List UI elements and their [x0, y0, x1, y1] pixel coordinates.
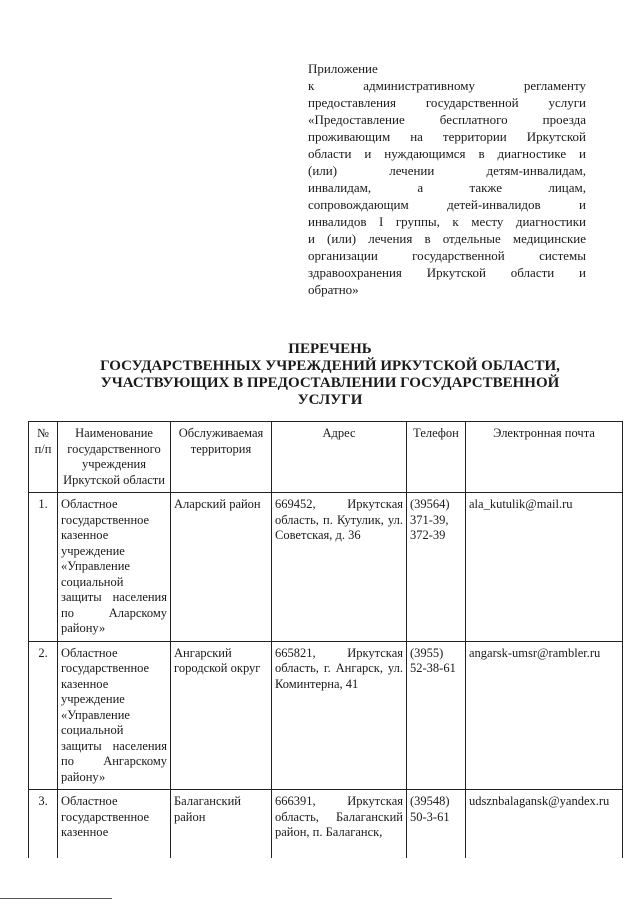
document-title	[60, 341, 600, 409]
cell-territory: Ангарский городской округ	[171, 641, 272, 790]
cell-num: 3.	[29, 790, 58, 859]
cell-phone: (3955) 52-38-61	[407, 641, 466, 790]
cell-phone: (39564) 371-39, 372-39	[407, 493, 466, 642]
appendix-line: к административному регламенту	[308, 78, 586, 93]
title-line-4: УСЛУГИ	[297, 392, 363, 408]
table-row	[29, 641, 623, 790]
appendix-line: «Предоставление бесплатного проезда	[308, 112, 586, 127]
cell-email: angarsk-umsr@rambler.ru	[466, 641, 623, 790]
appendix-block	[308, 60, 586, 298]
appendix-line: инвалидам, а также лицам,	[308, 180, 586, 195]
cell-phone: (39548) 50-3-61	[407, 790, 466, 859]
footnote-divider	[0, 898, 112, 899]
appendix-line: сопровождающим детей-инвалидов и	[308, 197, 586, 212]
cell-num: 1.	[29, 493, 58, 642]
header-num: № п/п	[29, 422, 58, 493]
cell-name: Областное государственное казенное учреждение «Управление социальной защиты населения по Ангарскому району»	[58, 641, 171, 790]
cell-address: 666391, Иркутская область, Балаганский район, п. Балаганск,	[272, 790, 407, 859]
appendix-line: организации государственной системы	[308, 248, 586, 263]
appendix-line: обратно»	[308, 282, 359, 297]
appendix-line: Приложение	[308, 61, 378, 76]
title-line-2: ГОСУДАРСТВЕННЫХ УЧРЕЖДЕНИЙ ИРКУТСКОЙ ОБЛАСТИ,	[100, 358, 560, 374]
cell-name: Областное государственное казенное учреждение «Управление социальной защиты населения по Аларскому району»	[58, 493, 171, 642]
cell-territory: Балаганский район	[171, 790, 272, 859]
appendix-line: предоставления государственной услуги	[308, 95, 586, 110]
appendix-line: (или) лечении детям-инвалидам,	[308, 163, 586, 178]
cell-address: 665821, Иркутская область, г. Ангарск, ул. Коминтерна, 41	[272, 641, 407, 790]
appendix-line: и (или) лечения в отдельные медицинские	[308, 231, 586, 246]
table-row	[29, 790, 623, 859]
header-address: Адрес	[272, 422, 407, 493]
header-name: Наименование государственного учреждения Иркутской области	[58, 422, 171, 493]
institutions-table	[28, 421, 623, 858]
appendix-line: инвалидов I группы, к месту диагностики	[308, 214, 586, 229]
table-row	[29, 493, 623, 642]
cell-address: 669452, Иркутская область, п. Кутулик, ул. Советская, д. 36	[272, 493, 407, 642]
title-line-1: ПЕРЕЧЕНЬ	[288, 341, 372, 357]
cell-num: 2.	[29, 641, 58, 790]
cell-email: ala_kutulik@mail.ru	[466, 493, 623, 642]
appendix-line: здравоохранения Иркутской области и	[308, 265, 586, 280]
header-territory: Обслуживаемая территория	[171, 422, 272, 493]
table-header-row	[29, 422, 623, 493]
cell-name: Областное государственное казенное	[58, 790, 171, 859]
cell-email: udsznbalagansk@yandex.ru	[466, 790, 623, 859]
title-line-3: УЧАСТВУЮЩИХ В ПРЕДОСТАВЛЕНИИ ГОСУДАРСТВЕННОЙ	[100, 375, 560, 391]
cell-territory: Аларский район	[171, 493, 272, 642]
appendix-line: проживающим на территории Иркутской	[308, 129, 586, 144]
header-phone: Телефон	[407, 422, 466, 493]
header-email: Электронная почта	[466, 422, 623, 493]
appendix-line: области и нуждающимся в диагностике и	[308, 146, 586, 161]
